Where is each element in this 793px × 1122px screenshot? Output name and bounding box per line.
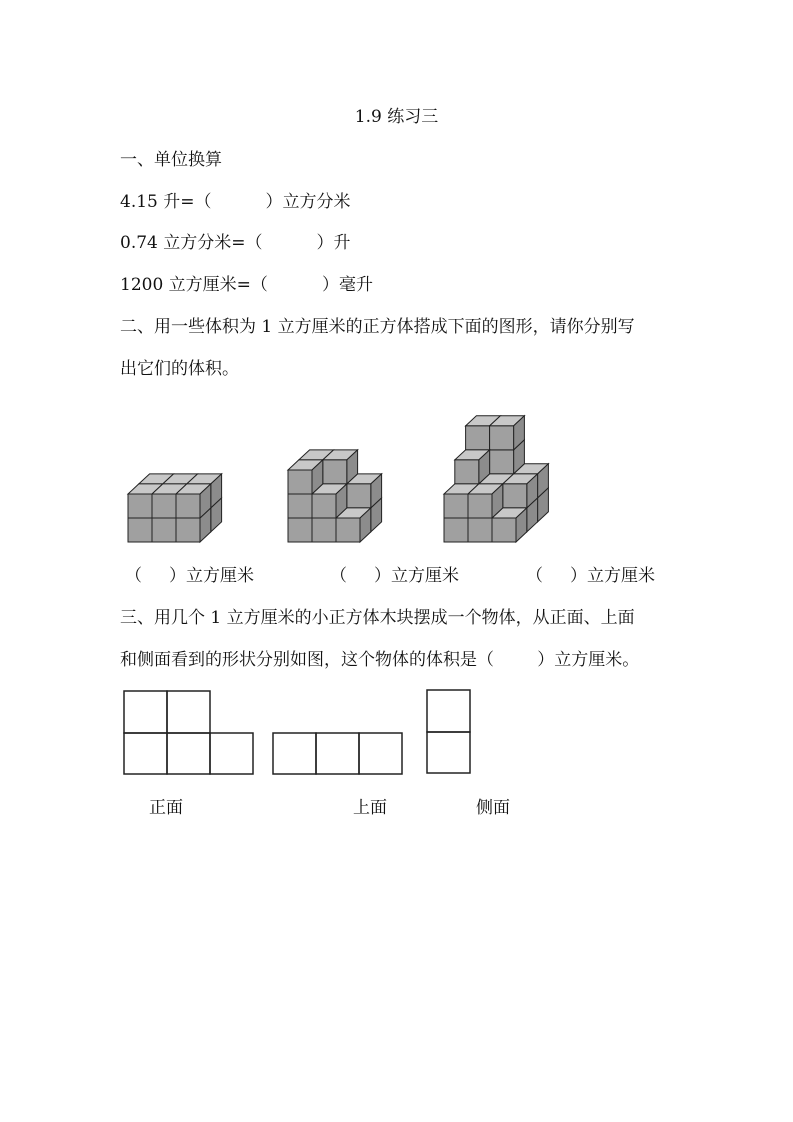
question-1: 4.15 升=（ ）立方分米 bbox=[120, 192, 351, 212]
cube-figure-1 bbox=[120, 460, 230, 550]
cube-face bbox=[503, 484, 527, 508]
section3-line2: 和侧面看到的形状分别如图，这个物体的体积是（ ）立方厘米。 bbox=[120, 650, 640, 670]
cube-face bbox=[490, 450, 514, 474]
cube-face bbox=[176, 494, 200, 518]
cube-face bbox=[490, 426, 514, 450]
answer-figure-3: （ ）立方厘米 bbox=[526, 566, 656, 586]
cube-face bbox=[347, 484, 371, 508]
section2-line1: 二、用一些体积为 1 立方厘米的正方体搭成下面的图形，请你分别写 bbox=[120, 317, 635, 337]
cube-face bbox=[444, 494, 468, 518]
cube-face bbox=[444, 518, 468, 542]
front-view-grid bbox=[124, 691, 253, 774]
cube-face bbox=[468, 494, 492, 518]
cube-face bbox=[468, 518, 492, 542]
cube-face bbox=[336, 518, 360, 542]
cube-face bbox=[288, 518, 312, 542]
cube-face bbox=[312, 518, 336, 542]
side-view-grid bbox=[427, 690, 470, 773]
cube-figure-2 bbox=[280, 445, 390, 550]
cube-face bbox=[323, 460, 347, 484]
cube-figure-3 bbox=[440, 435, 555, 550]
question-2: 0.74 立方分米=（ ）升 bbox=[120, 233, 351, 253]
page-title: 1.9 练习三 bbox=[354, 107, 439, 127]
cube-face bbox=[466, 426, 490, 450]
question-3: 1200 立方厘米=（ ）毫升 bbox=[120, 275, 373, 295]
cube-face bbox=[312, 494, 336, 518]
section3-line1: 三、用几个 1 立方厘米的小正方体木块摆成一个物体，从正面、上面 bbox=[120, 608, 635, 628]
section1-heading: 一、单位换算 bbox=[120, 150, 222, 170]
label-top-view: 上面 bbox=[353, 798, 387, 818]
cube-face bbox=[455, 460, 479, 484]
answer-figure-1: （ ）立方厘米 bbox=[125, 566, 255, 586]
top-view-grid bbox=[273, 733, 402, 774]
three-views-diagram bbox=[115, 685, 485, 780]
label-front-view: 正面 bbox=[149, 798, 183, 818]
cube-face bbox=[288, 494, 312, 518]
cube-face bbox=[288, 470, 312, 494]
cube-face bbox=[492, 518, 516, 542]
cube-face bbox=[152, 494, 176, 518]
section2-line2: 出它们的体积。 bbox=[120, 359, 239, 379]
cube-face bbox=[128, 494, 152, 518]
cube-face bbox=[128, 518, 152, 542]
cube-face bbox=[152, 518, 176, 542]
label-side-view: 侧面 bbox=[476, 798, 510, 818]
cube-face bbox=[176, 518, 200, 542]
answer-figure-2: （ ）立方厘米 bbox=[330, 566, 460, 586]
